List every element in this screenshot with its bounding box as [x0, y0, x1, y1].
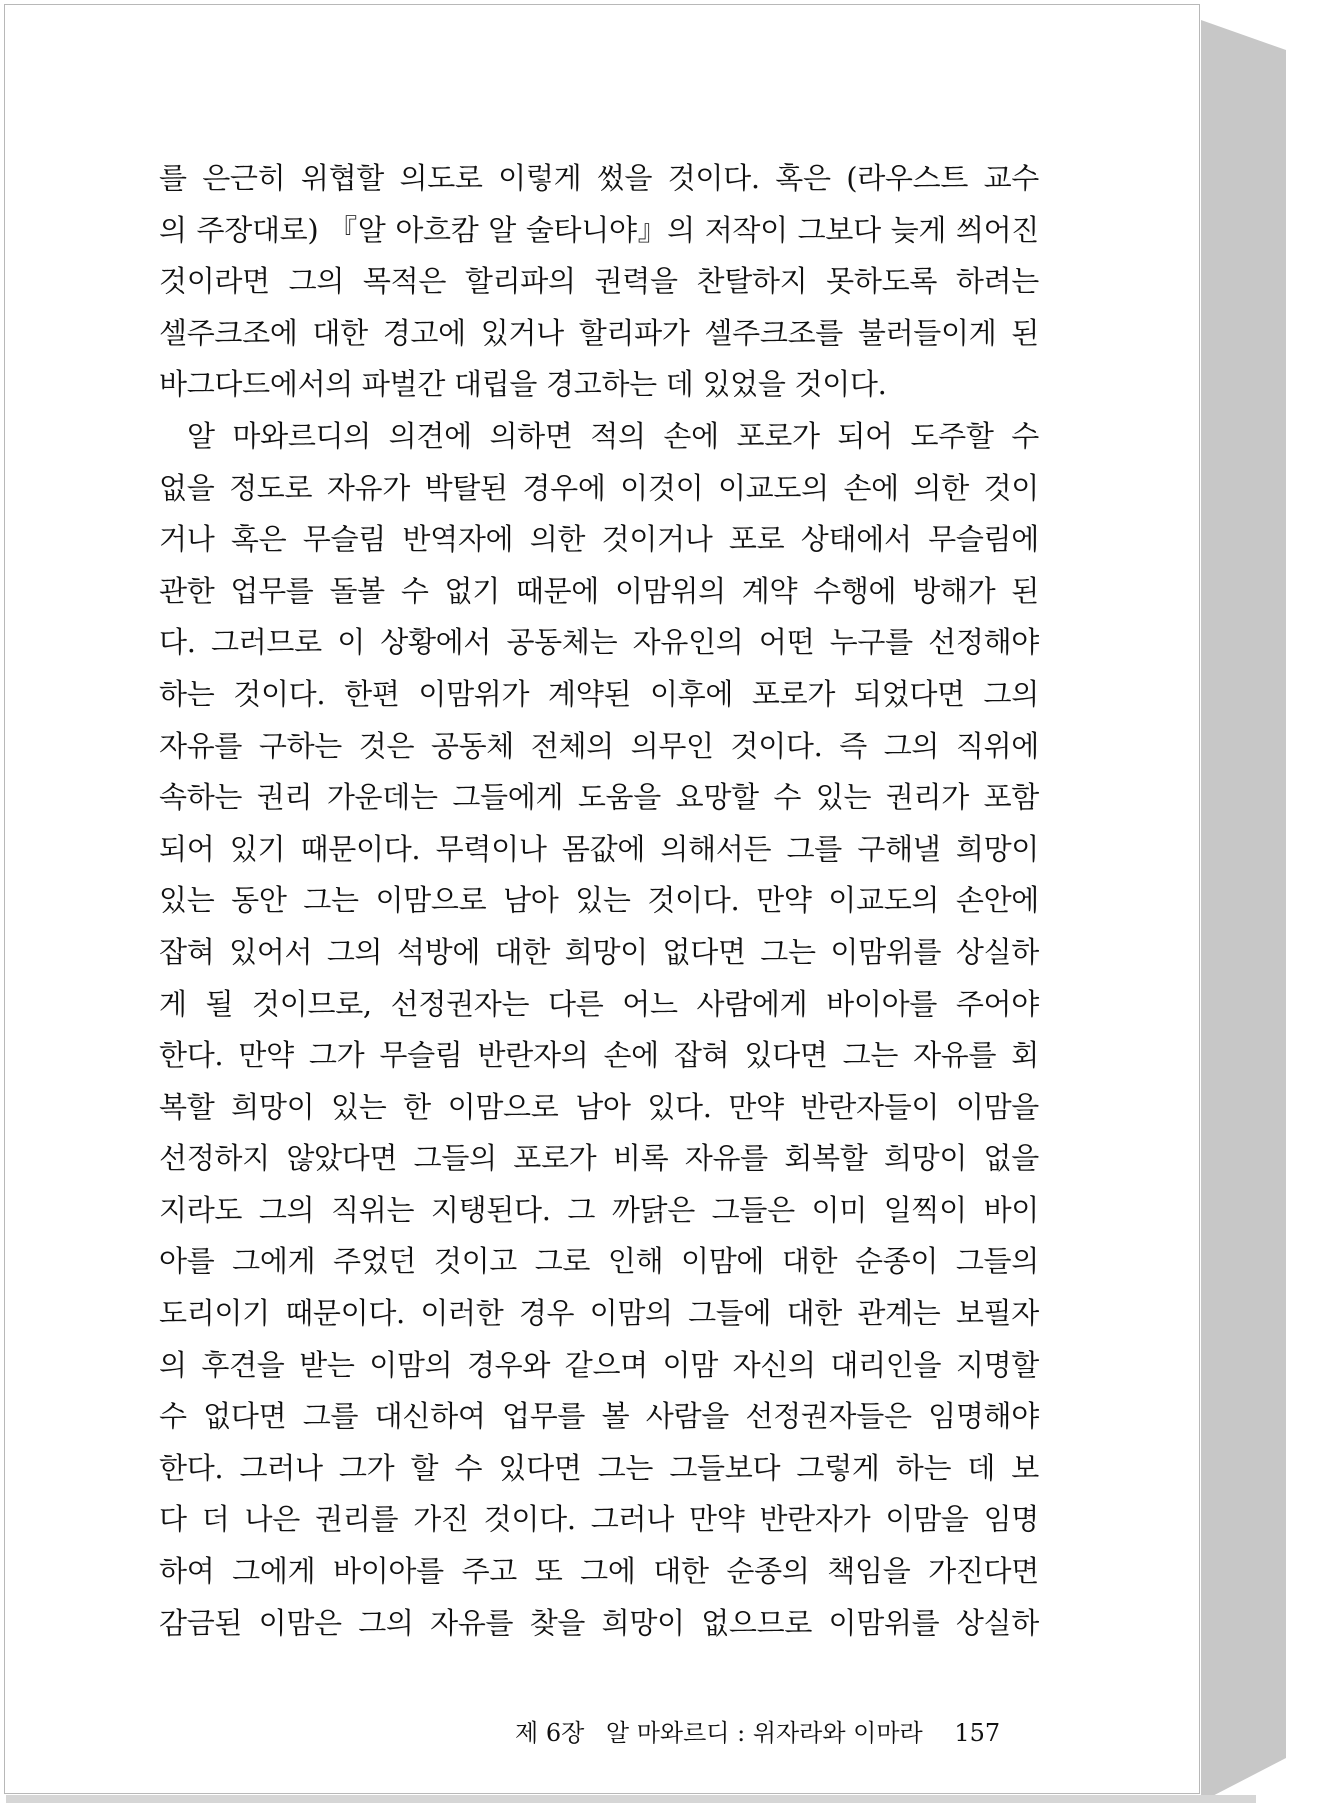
- text-line: 복할 희망이 있는 한 이맘으로 남아 있다. 만약 반란자들이 이맘을: [159, 1089, 1039, 1124]
- text-line: 를 은근히 위협할 의도로 이렇게 썼을 것이다. 혹은 (라우스트 교수: [159, 161, 1039, 195]
- text-line: 감금된 이맘은 그의 자유를 찾을 희망이 없으므로 이맘위를 상실하: [159, 1605, 1039, 1640]
- text-line: 수 없다면 그를 대신하여 업무를 볼 사람을 선정권자들은 임명해야: [159, 1399, 1039, 1434]
- text-line: 바그다드에서의 파벌간 대립을 경고하는 데 있었을 것이다.: [159, 367, 887, 402]
- text-line: 한다. 그러나 그가 할 수 있다면 그는 그들보다 그렇게 하는 데 보: [159, 1450, 1039, 1485]
- text-line: 되어 있기 때문이다. 무력이나 몸값에 의해서든 그를 구해낼 희망이: [159, 831, 1039, 866]
- text-line: 없을 정도로 자유가 박탈된 경우에 이것이 이교도의 손에 의한 것이: [159, 470, 1039, 505]
- text-line: 것이라면 그의 목적은 할리파의 권력을 찬탈하지 못하도록 하려는: [159, 264, 1039, 299]
- text-line: 도리이기 때문이다. 이러한 경우 이맘의 그들에 대한 관계는 보필자: [159, 1296, 1039, 1331]
- text-line: 속하는 권리 가운데는 그들에게 도움을 요망할 수 있는 권리가 포함: [159, 780, 1039, 815]
- page-edge-shadow: [1201, 20, 1286, 1802]
- text-line: 관한 업무를 돌볼 수 없기 때문에 이맘위의 계약 수행에 방해가 된: [159, 573, 1039, 608]
- running-footer: [515, 1713, 1015, 1748]
- text-line: 지라도 그의 직위는 지탱된다. 그 까닭은 그들은 이미 일찍이 바이: [159, 1192, 1039, 1227]
- text-line: 셀주크조에 대한 경고에 있거나 할리파가 셀주크조를 불러들이게 된: [159, 315, 1039, 350]
- page-number: 157: [954, 1719, 1001, 1747]
- text-line: 의 후견을 받는 이맘의 경우와 같으며 이맘 자신의 대리인을 지명할: [159, 1347, 1039, 1382]
- chapter-title: 알 마와르디 : 위자라와 이마라: [605, 1719, 923, 1747]
- body-text: [159, 153, 1039, 1649]
- book-page: [4, 4, 1200, 1794]
- text-line: 게 될 것이므로, 선정권자는 다른 어느 사람에게 바이아를 주어야: [159, 986, 1039, 1021]
- text-line: 거나 혹은 무슬림 반역자에 의한 것이거나 포로 상태에서 무슬림에: [159, 522, 1039, 557]
- text-line: 잡혀 있어서 그의 석방에 대한 희망이 없다면 그는 이맘위를 상실하: [159, 934, 1039, 969]
- text-line: 하여 그에게 바이아를 주고 또 그에 대한 순종의 책임을 가진다면: [159, 1554, 1039, 1589]
- text-line: 다. 그러므로 이 상황에서 공동체는 자유인의 어떤 누구를 선정해야: [159, 625, 1039, 660]
- text-line: 있는 동안 그는 이맘으로 남아 있는 것이다. 만약 이교도의 손안에: [159, 883, 1039, 918]
- text-line: 아를 그에게 주었던 것이고 그로 인해 이맘에 대한 순종이 그들의: [159, 1244, 1039, 1279]
- text-line: 한다. 만약 그가 무슬림 반란자의 손에 잡혀 있다면 그는 자유를 회: [159, 1038, 1039, 1073]
- text-line: 선정하지 않았다면 그들의 포로가 비록 자유를 회복할 희망이 없을: [159, 1141, 1039, 1176]
- text-line: 의 주장대로) 『알 아흐캄 알 술타니야』의 저작이 그보다 늦게 씌어진: [159, 212, 1039, 247]
- text-line: 하는 것이다. 한편 이맘위가 계약된 이후에 포로가 되었다면 그의: [159, 676, 1039, 711]
- text-line: 알 마와르디의 의견에 의하면 적의 손에 포로가 되어 도주할 수: [187, 418, 1039, 453]
- chapter-label: 제 6장: [515, 1719, 585, 1747]
- page-bottom-edge: [6, 1795, 1256, 1803]
- text-line: 다 더 나은 권리를 가진 것이다. 그러나 만약 반란자가 이맘을 임명: [159, 1502, 1039, 1537]
- text-line: 자유를 구하는 것은 공동체 전체의 의무인 것이다. 즉 그의 직위에: [159, 728, 1039, 763]
